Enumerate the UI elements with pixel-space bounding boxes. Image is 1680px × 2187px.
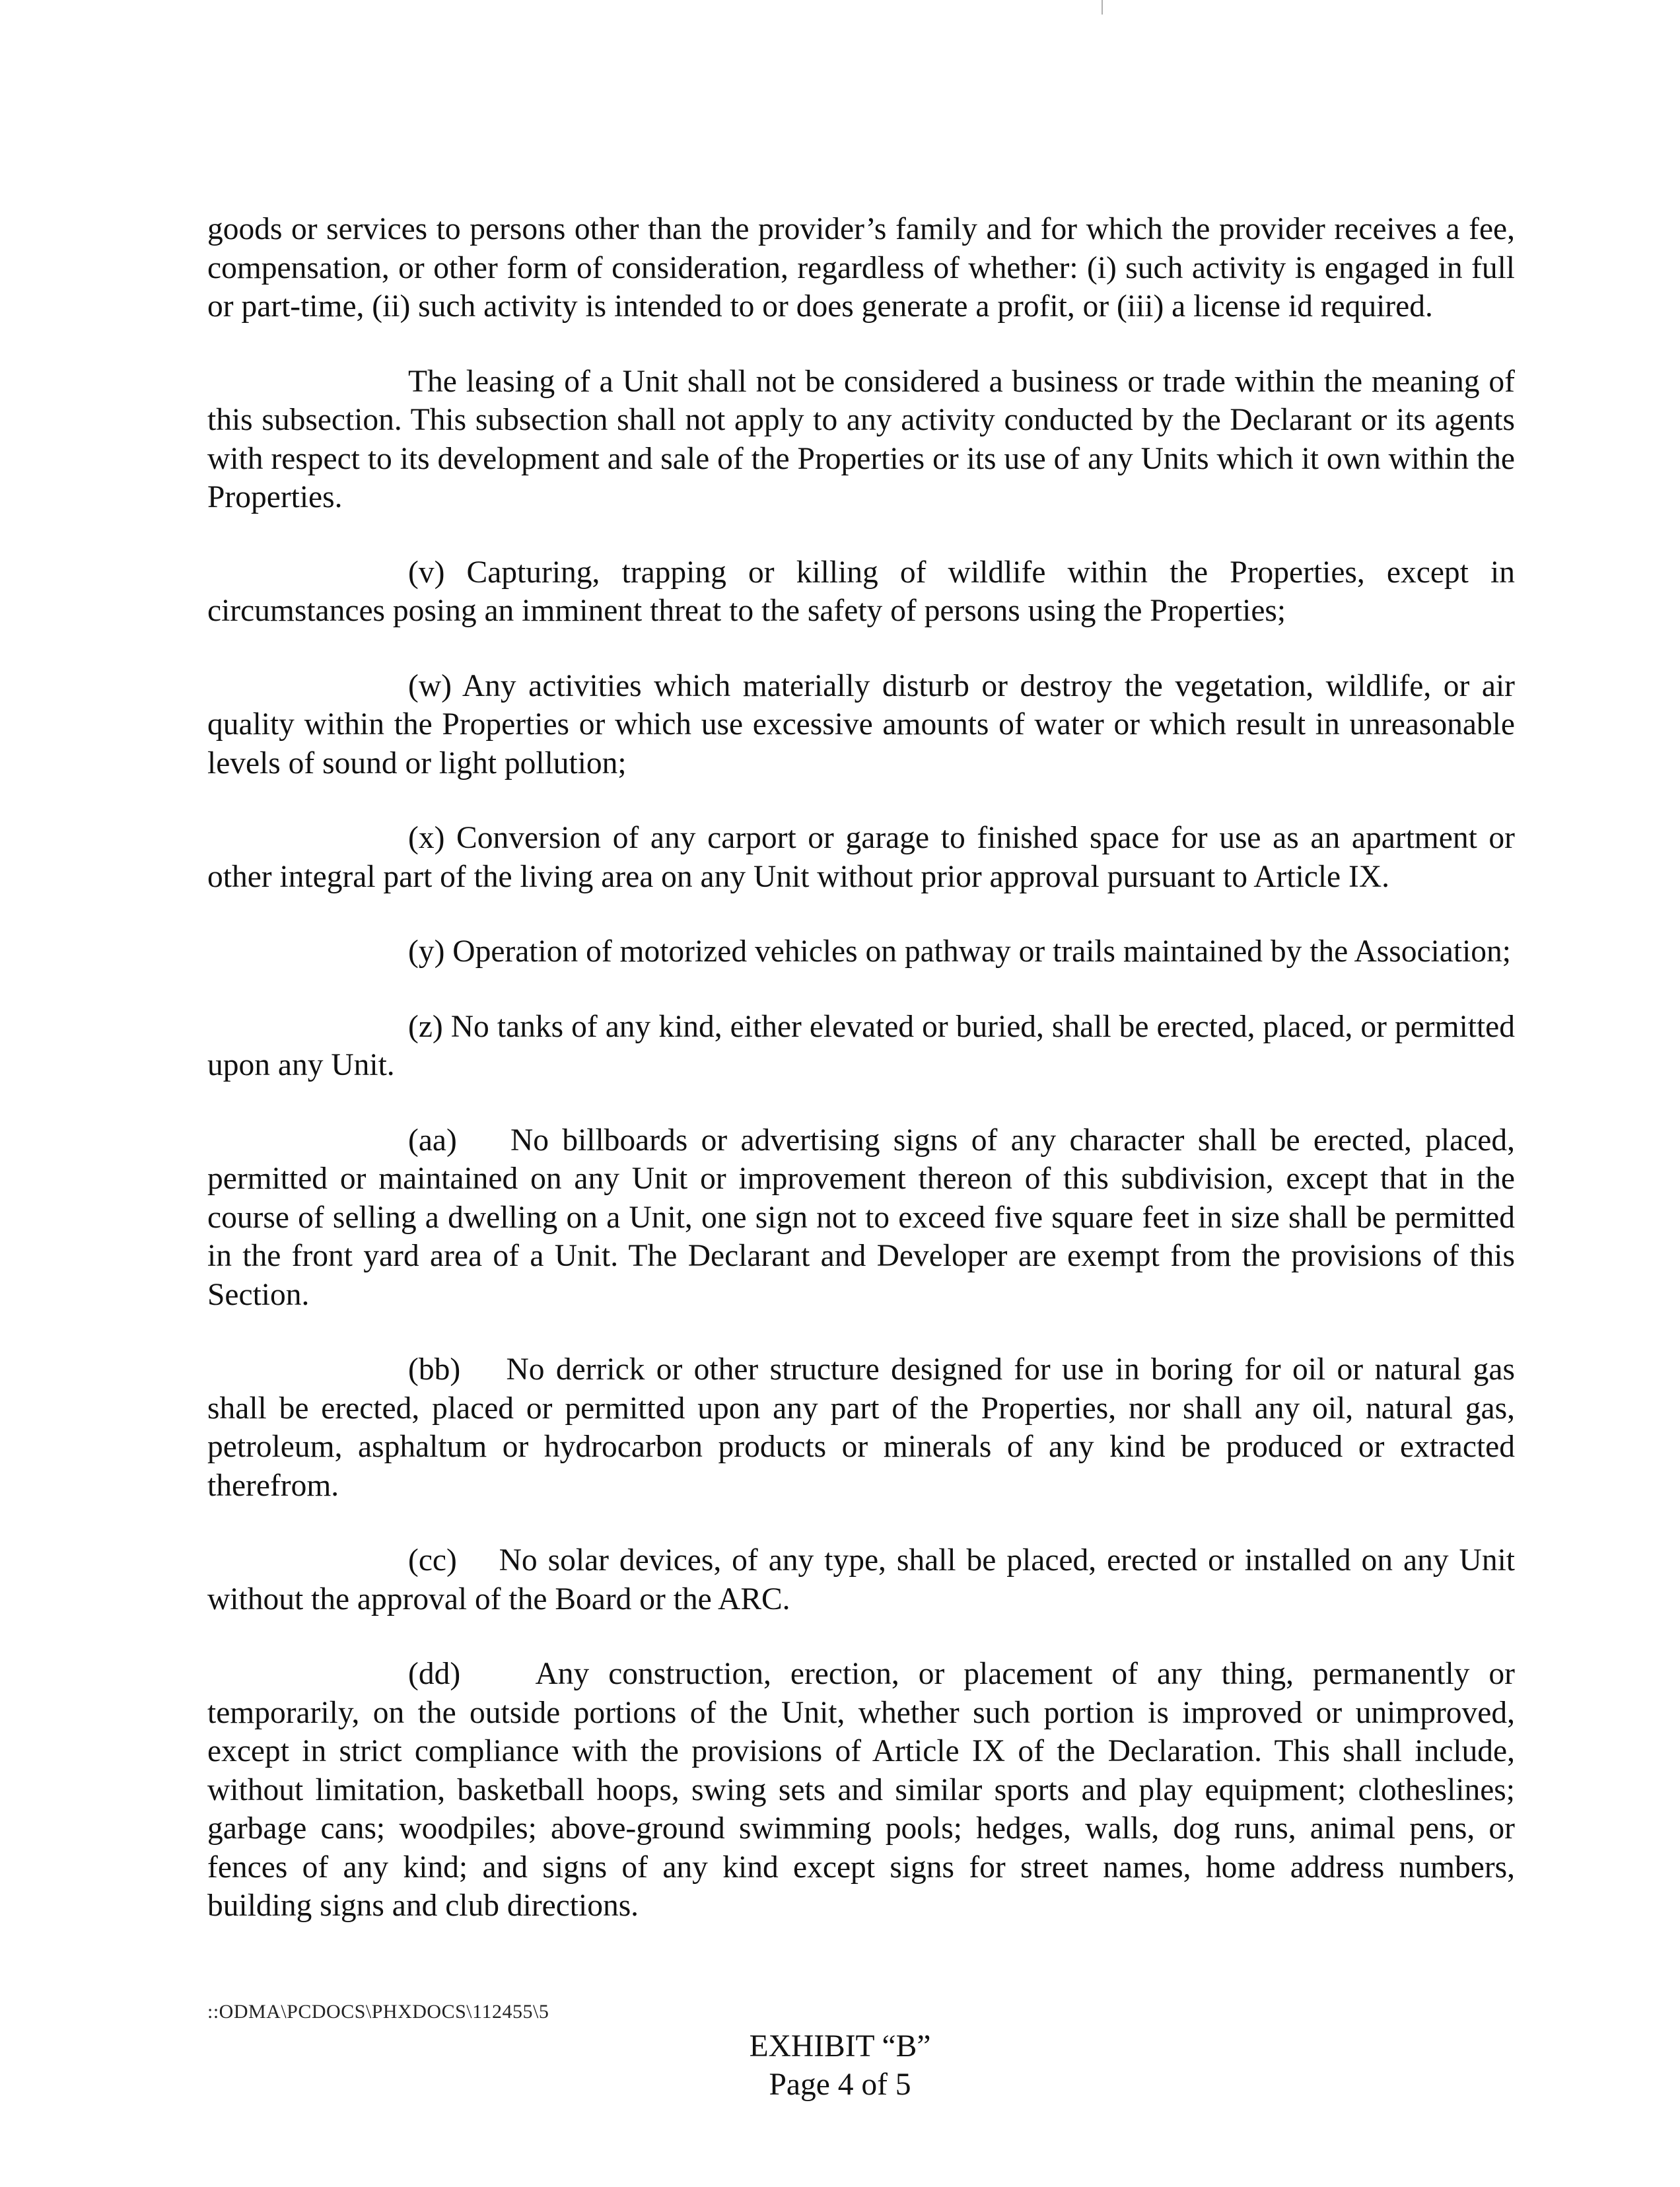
paragraph-aa: (aa) No billboards or advertising signs of any character shall be erected, placed, permitted or maintained on any Unit or improvement thereon of this subdivision, except that in the course of selling a dwelling on a Unit, one sign not to exceed five square feet in size shall be permitted in the front yard area of a Unit. The Declarant and Developer are exempt from the provisions of this Section.	[207, 1123, 1523, 1312]
paragraph-z: (z) No tanks of any kind, either elevated or buried, shall be erected, placed, or permitted upon any Unit.	[207, 1009, 1523, 1082]
paragraph-y: (y) Operation of motorized vehicles on pathway or trails maintained by the Association;	[408, 934, 1511, 969]
document-code: ::ODMA\PCDOCS\PHXDOCS\112455\5	[207, 2001, 549, 2023]
document-body	[207, 210, 1523, 1962]
paragraph-cc: (cc) No solar devices, of any type, shall be placed, erected or installed on any Unit without the approval of the Board or the ARC.	[207, 1543, 1523, 1616]
scan-artifact-mark	[1102, 0, 1103, 15]
paragraph-w: (w) Any activities which materially disturb or destroy the vegetation, wildlife, or air quality within the Properties or which use excessive amounts of water or which result in unreasonable levels of sound or light pollution;	[207, 668, 1523, 781]
exhibit-label: EXHIBIT “B”	[749, 2029, 931, 2064]
paragraph-bb: (bb) No derrick or other structure designed for use in boring for oil or natural gas shall be erected, placed or permitted upon any part of the Properties, nor shall any oil, natural gas, petroleum, asphaltum or hydrocarbon products or minerals of any kind be produced or extracted therefrom.	[207, 1352, 1523, 1503]
paragraph-dd: (dd) Any construction, erection, or placement of any thing, permanently or temporarily, on the outside portions of the Unit, whether such portion is improved or unimproved, except in strict compliance with the provisions of Article IX of the Declaration. This shall include, without limitation, basketball hoops, swing sets and similar sports and play equipment; clotheslines; garbage cans; woodpiles; above-ground swimming pools; hedges, walls, dog runs, animal pens, or fences of any kind; and signs of any kind except signs for street names, home address numbers, building signs and club directions.	[207, 1657, 1523, 1923]
paragraph-v: (v) Capturing, trapping or killing of wildlife within the Properties, except in circumstances posing an imminent threat to the safety of persons using the Properties;	[207, 555, 1523, 628]
paragraph-x: (x) Conversion of any carport or garage to finished space for use as an apartment or other integral part of the living area on any Unit without prior approval pursuant to Article IX.	[207, 821, 1523, 894]
paragraph-leasing: The leasing of a Unit shall not be considered a business or trade within the meaning of this subsection. This subsection shall not apply to any activity conducted by the Declarant or its agents with respect to its development and sale of the Properties or its use of any Units which it own within the Properties.	[207, 364, 1523, 514]
paragraph-continuation: goods or services to persons other than the provider’s family and for which the provider receives a fee, compensation, or other form of consideration, regardless of whether: (i) such activity is engaged in full or part-time, (ii) such activity is intended to or does generate a profit, or (iii) a license id required.	[207, 212, 1523, 324]
page-number: Page 4 of 5	[769, 2067, 911, 2102]
